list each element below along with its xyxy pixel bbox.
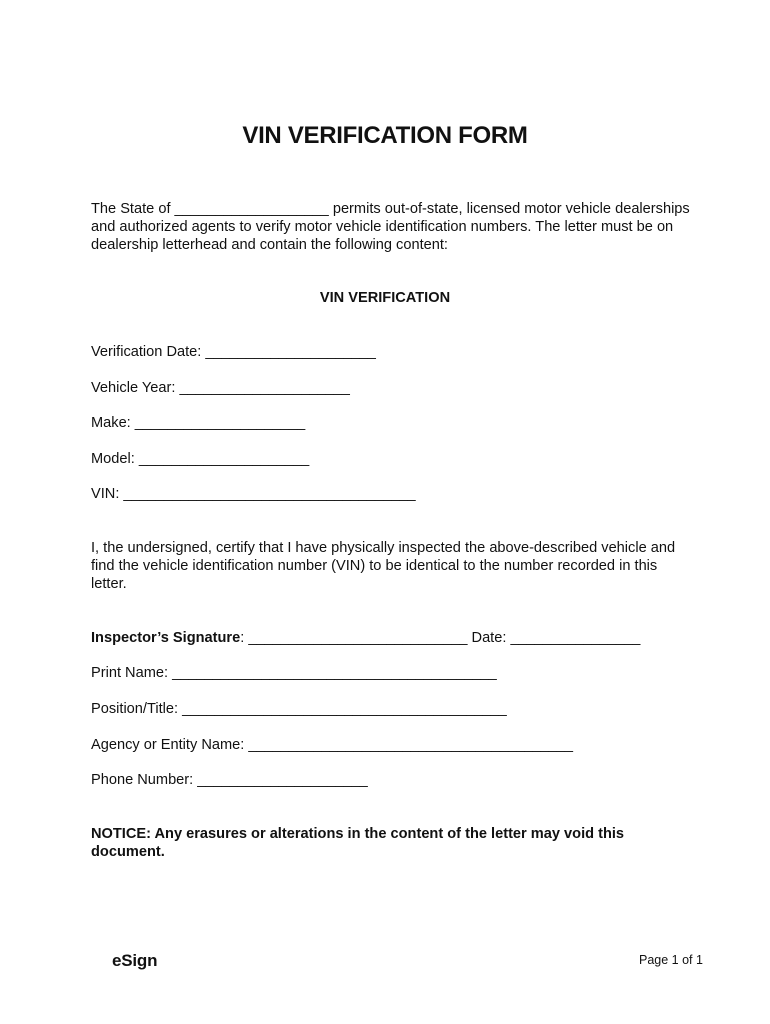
esign-logo: eSign xyxy=(112,951,158,970)
position-title-field: Position/Title: ________________________________________ xyxy=(91,701,507,717)
notice-paragraph: NOTICE: Any erasures or alterations in the content of the letter may void this document. xyxy=(91,826,625,860)
make-field: Make: _____________________ xyxy=(91,415,306,431)
model-field: Model: _____________________ xyxy=(91,451,310,467)
certification-paragraph: I, the undersigned, certify that I have physically inspected the above-described vehicle and find the vehicle identification number (VIN) to be identical to the number recorded in this letter. xyxy=(91,540,676,592)
intro-paragraph: The State of ___________________ permits out-of-state, licensed motor vehicle dealerships and authorized agents to verify motor vehicle identification numbers. The letter must be on dealership letterhead and contain the following content: xyxy=(91,201,690,253)
agency-field: Agency or Entity Name: ________________________________________ xyxy=(91,737,574,753)
vehicle-year-field: Vehicle Year: _____________________ xyxy=(91,380,350,396)
section-title: VIN VERIFICATION xyxy=(319,290,451,306)
print-name-field: Print Name: ________________________________________ xyxy=(91,665,497,681)
verification-date-field: Verification Date: _____________________ xyxy=(91,344,376,360)
signature-label: Inspector’s Signature xyxy=(91,630,241,646)
document-title: VIN VERIFICATION FORM xyxy=(242,122,528,149)
vin-field: VIN: ____________________________________ xyxy=(91,486,416,502)
phone-number-field: Phone Number: _____________________ xyxy=(91,772,368,788)
signature-line: : ___________________________ Date: ________________ xyxy=(240,630,641,646)
page-number: Page 1 of 1 xyxy=(639,953,703,967)
signature-field xyxy=(91,629,640,647)
